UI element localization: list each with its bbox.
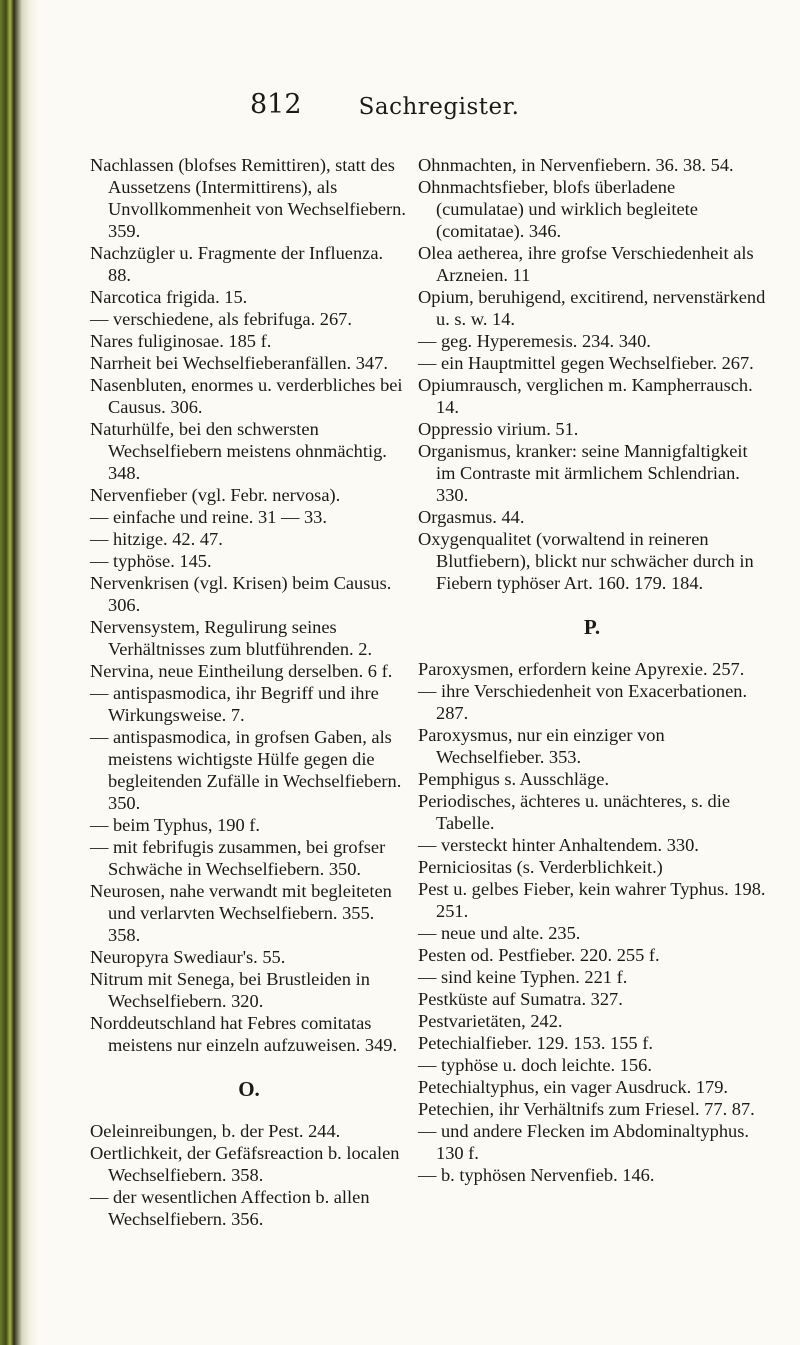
index-entry: Nervensystem, Regulirung seines Verhältnisses zum blutführenden. 2. (90, 617, 373, 659)
index-entry: Nares fuliginosae. 185 f. (90, 331, 272, 351)
index-entry: Pest u. gelbes Fieber, kein wahrer Typhus. 198. 251. (418, 879, 766, 921)
index-entry: Nachzügler u. Fragmente der Influenza. 88. (90, 243, 384, 285)
scanned-binding-edge (0, 0, 38, 1345)
index-entry: — einfache und reine. 31 — 33. (90, 507, 327, 527)
index-entry: Oxygenqualitet (vorwaltend in reineren Blutfiebern), blickt nur schwächer durch in Fiebern typhöser Art. 160. 179. 184. (418, 529, 754, 593)
index-entry: — antispasmodica, in grofsen Gaben, als meistens wichtigste Hülfe gegen die begleitenden Zufälle in Wechselfiebern. 350. (90, 727, 402, 813)
index-entry: Pestvarietäten, 242. (418, 1011, 563, 1031)
index-entry: — typhöse u. doch leichte. 156. (418, 1055, 652, 1075)
index-entry: Pesten od. Pestfieber. 220. 255 f. (418, 945, 660, 965)
index-entry: Nasenbluten, enormes u. verderbliches bei Causus. 306. (90, 375, 403, 417)
index-entry: Oeleinreibungen, b. der Pest. 244. (90, 1121, 341, 1141)
index-entry: — verschiedene, als febrifuga. 267. (90, 309, 352, 329)
index-entry: Oppressio virium. 51. (418, 419, 579, 439)
right-index-column (418, 154, 766, 1186)
index-entry: Organismus, kranker: seine Mannigfaltigkeit im Contraste mit ärmlichem Schlendrian. 330. (418, 441, 748, 505)
index-entry: Petechien, ihr Verhältnifs zum Friesel. 77. 87. (418, 1099, 755, 1119)
index-entry: — ihre Verschiedenheit von Exacerbationen. 287. (418, 681, 748, 723)
index-entry: Nervenfieber (vgl. Febr. nervosa). (90, 485, 341, 505)
left-index-column (90, 154, 408, 1230)
index-entry: Olea aetherea, ihre grofse Verschiedenheit als Arzneien. 11 (418, 243, 754, 285)
index-entry: Opiumrausch, verglichen m. Kampherrausch. 14. (418, 375, 753, 417)
index-entry: Oertlichkeit, der Gefäfsreaction b. localen Wechselfiebern. 358. (90, 1143, 400, 1185)
page-header (38, 88, 800, 128)
index-entry: Nachlassen (blofses Remittiren), statt des Aussetzens (Intermittirens), als Unvollkommenheit von Wechselfiebern. 359. (90, 155, 406, 241)
index-entry: Narrheit bei Wechselfieberanfällen. 347. (90, 353, 388, 373)
index-entry: Narcotica frigida. 15. (90, 287, 248, 307)
index-entry: — mit febrifugis zusammen, bei grofser Schwäche in Wechselfiebern. 350. (90, 837, 386, 879)
index-entry: — der wesentlichen Affection b. allen Wechselfiebern. 356. (90, 1187, 370, 1229)
index-entry: — geg. Hyperemesis. 234. 340. (418, 331, 651, 351)
index-entry: — versteckt hinter Anhaltendem. 330. (418, 835, 699, 855)
running-title: Sachregister. (358, 94, 520, 120)
index-entry: — b. typhösen Nervenfieb. 146. (418, 1165, 655, 1185)
index-entry: Nervina, neue Eintheilung derselben. 6 f. (90, 661, 393, 681)
section-letter-o: O. (238, 1077, 260, 1101)
section-letter-p: P. (583, 615, 601, 639)
index-entry: Orgasmus. 44. (418, 507, 525, 527)
index-entry: — ein Hauptmittel gegen Wechselfieber. 267. (418, 353, 754, 373)
index-entry: Nervenkrisen (vgl. Krisen) beim Causus. 306. (90, 573, 392, 615)
index-entry: — sind keine Typhen. 221 f. (418, 967, 628, 987)
index-entry: — hitzige. 42. 47. (90, 529, 223, 549)
index-entry: — neue und alte. 235. (418, 923, 581, 943)
index-entry: Perniciositas (s. Verderblichkeit.) (418, 857, 663, 877)
index-entry: — beim Typhus, 190 f. (90, 815, 261, 835)
index-entry: Petechialfieber. 129. 153. 155 f. (418, 1033, 653, 1053)
index-entry: — typhöse. 145. (90, 551, 212, 571)
index-entry: — antispasmodica, ihr Begriff und ihre Wirkungsweise. 7. (90, 683, 379, 725)
index-entry: Ohnmachtsfieber, blofs überladene (cumulatae) und wirklich begleitete (comitatae). 346. (418, 177, 698, 241)
index-entry: Pestküste auf Sumatra. 327. (418, 989, 623, 1009)
page-number: 812 (250, 89, 302, 120)
index-entry: Naturhülfe, bei den schwersten Wechselfiebern meistens ohnmächtig. 348. (90, 419, 387, 483)
index-entry: Nitrum mit Senega, bei Brustleiden in Wechselfiebern. 320. (90, 969, 370, 1011)
index-entry: Periodisches, ächteres u. unächteres, s. die Tabelle. (418, 791, 731, 833)
index-entry: Norddeutschland hat Febres comitatas meistens nur einzeln aufzuweisen. 349. (90, 1013, 398, 1055)
index-entry: Paroxysmen, erfordern keine Apyrexie. 257. (418, 659, 745, 679)
index-entry: Paroxysmus, nur ein einziger von Wechselfieber. 353. (418, 725, 665, 767)
index-entry: Neuropyra Swediaur's. 55. (90, 947, 286, 967)
index-entry: Petechialtyphus, ein vager Ausdruck. 179. (418, 1077, 729, 1097)
index-entry: Pemphigus s. Ausschläge. (418, 769, 610, 789)
index-entry: Ohnmachten, in Nervenfiebern. 36. 38. 54. (418, 155, 734, 175)
index-entry: Neurosen, nahe verwandt mit begleiteten und verlarvten Wechselfiebern. 355. 358. (90, 881, 392, 945)
index-entry: — und andere Flecken im Abdominaltyphus. 130 f. (418, 1121, 749, 1163)
index-entry: Opium, beruhigend, excitirend, nervenstärkend u. s. w. 14. (418, 287, 766, 329)
